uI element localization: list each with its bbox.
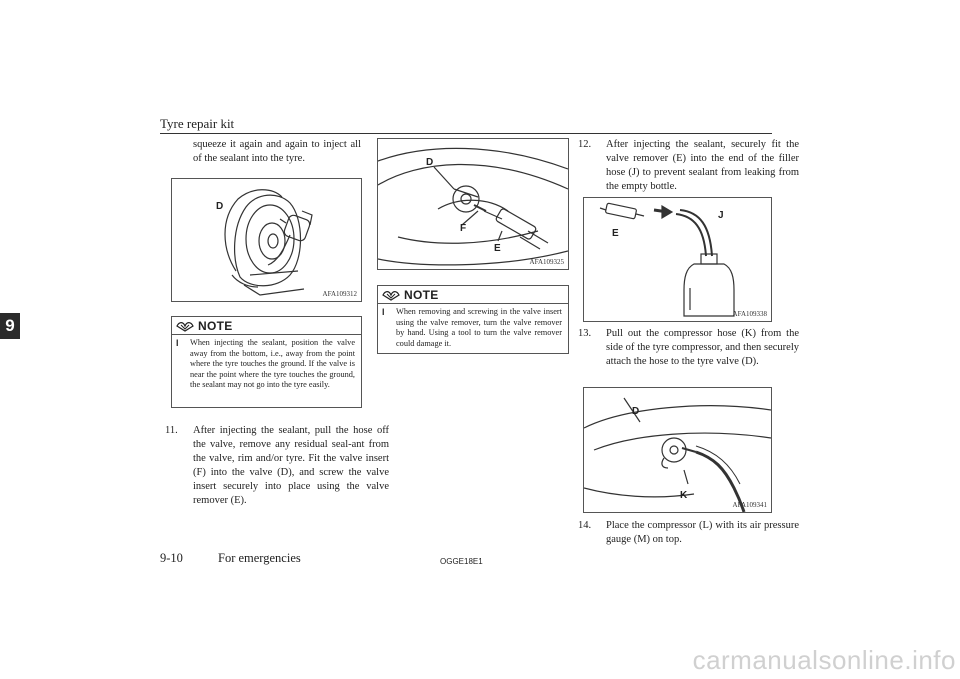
note-body [378,304,568,353]
intro-paragraph: squeeze it again and again to inject all of the sealant into the tyre. [193,139,361,164]
sealant-injection-illustration [172,179,361,301]
note-body [172,335,361,395]
figure-code: AFA109325 [529,258,564,266]
note-text: When removing and screwing in the valve insert using the valve remover, turn the valve remover by hand. Using a tool to turn the valve remover could damage it. [396,307,562,348]
note-title: NOTE [198,318,233,333]
hose-bottle-illustration [584,198,771,321]
figure-compressor-hose [583,387,772,513]
note-bullet: l [176,338,179,348]
note-icon [382,289,400,301]
step-14-text: Place the compressor (L) with its air pressure gauge (M) on top. [606,520,799,545]
running-header-title: Tyre repair kit [160,116,235,131]
figure-label-d: D [216,201,224,212]
step-14-number: 14. [578,520,592,531]
note-header [378,286,568,304]
figure-code: AFA109341 [732,501,767,509]
compressor-hose-illustration [584,388,771,512]
step-11 [165,424,389,508]
valve-insert-illustration [378,139,568,269]
step-13-number: 13. [578,328,592,339]
figure-valve-insert [377,138,569,270]
figure-sealant-injection [171,178,362,302]
chapter-tab: 9 [0,313,20,339]
figure-label-f: F [460,223,467,234]
step-12 [578,138,799,194]
figure-label-e: E [494,243,501,254]
step-13-text: Pull out the compressor hose (K) from the side of the tyre compressor, and then securely attach the hose to the tyre valve (D). [606,328,799,367]
note-bullet: l [382,307,385,317]
figure-label-j: J [718,210,724,221]
figure-code: AFA109312 [322,290,357,298]
note-text: When injecting the sealant, position the valve away from the bottom, i.e., away from the point where the tyre touches the ground. If the valve is near the point where the tyre touches the ground, the sealant may not go into the tyre easily. [190,338,355,390]
figure-label-d: D [426,157,434,168]
step-13 [578,327,799,369]
step-12-text: After injecting the sealant, securely fit the valve remover (E) into the end of the filler hose (J) to prevent sealant from leaking from the empty bottle. [606,139,799,192]
figure-label-d: D [632,406,640,417]
figure-code: AFA109338 [732,310,767,318]
footer-doc-code: OGGE18E1 [440,557,483,566]
note-header [172,317,361,335]
note-box-valve-remover [377,285,569,354]
watermark: carmanualsonline.info [692,645,956,675]
note-box-injection [171,316,362,408]
figure-label-k: K [680,490,688,501]
figure-label-e: E [612,228,619,239]
step-14 [578,519,799,547]
footer-section-title: For emergencies [218,551,301,565]
footer-page-number: 9-10 [160,551,183,565]
note-title: NOTE [404,287,439,302]
note-icon [176,320,194,332]
header-rule [160,133,772,134]
step-11-number: 11. [165,425,178,436]
figure-hose-bottle [583,197,772,322]
step-11-text: After injecting the sealant, pull the hose off the valve, remove any residual seal-ant from the valve, rim and/or tyre. Fit the valve insert (F) into the valve (D), and screw the valve insert securely into place using the valve remover (E). [193,425,389,506]
step-12-number: 12. [578,139,592,150]
